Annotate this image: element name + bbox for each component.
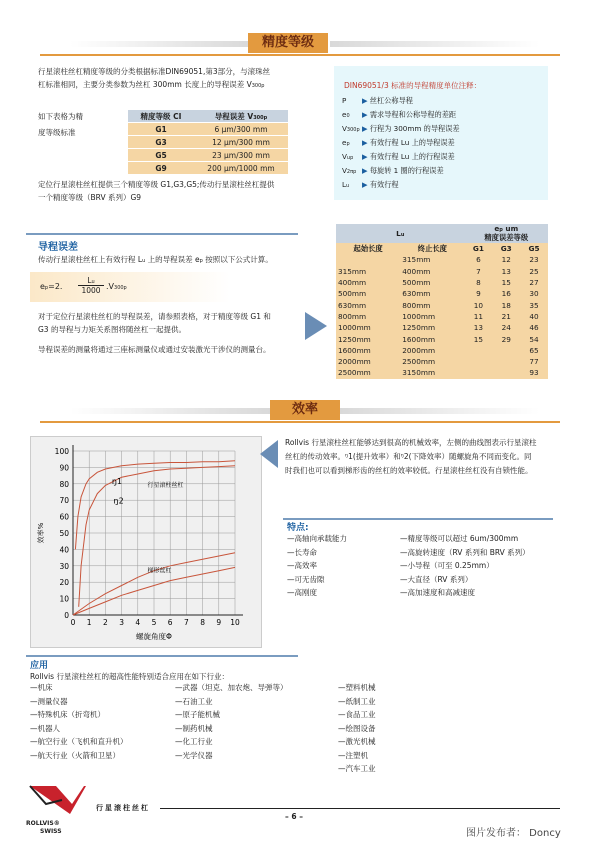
table-cell: 29 [492,333,520,344]
footer-rule [160,808,560,809]
table-cell: 40 [520,311,548,322]
grade-header: G3 [492,243,520,254]
lu-header: Lu [336,224,465,243]
formula-fraction: Lu 1000 [78,276,104,295]
efficiency-divider [40,421,560,423]
application-col-1 [30,681,128,762]
table-cell: 93 [520,367,548,378]
table-cell: 2000mm [400,345,464,356]
brand-name: ROLLVIS® [26,820,60,827]
y-tick-label: 30 [59,561,69,571]
x-tick-label: 7 [184,618,189,627]
list-item: —高加速度和高减速度 [400,588,475,597]
list-item: —武器（坦克、加农炮、导弹等） [175,683,288,692]
grade-header: G1 [465,243,493,254]
table-row [336,299,548,310]
list-item: —激光机械 [338,737,376,746]
arrow-icon: ▶ [362,180,368,189]
note-symbol: P [342,96,347,105]
table-cell: 16 [492,288,520,299]
note-symbol: Vup [342,152,354,161]
table-cell: 24 [492,322,520,333]
x-tick-label: 6 [167,618,173,627]
list-item: —小导程（可至 0.25mm） [400,561,494,570]
table-cell: 630mm [336,299,400,310]
table-cell: 18 [492,299,520,310]
table-cell: 21 [492,311,520,322]
features-divider [283,518,553,520]
precision-grade-table [128,110,288,175]
table-cell: 25 [520,266,548,277]
table-cell: 30 [520,288,548,299]
lead-error-table [336,224,548,379]
note-text: 丝杠公称导程 [367,96,413,105]
efficiency-chart [31,437,261,647]
efficiency-paragraph: Rollvis 行星滚柱丝杠能够达到很高的机械效率，左侧的曲线图表示行星滚柱 丝杠的传动效率。ᵑ1(提升效率）和ᵑ2(下降效率）随螺旋角不同而变化。同 时我们也可以看到梯形齿的丝杠的效率较低。行星滚柱丝杠没有自锁性能。 [285,438,537,475]
table-row [336,333,548,344]
x-tick-label: 1 [86,618,92,627]
table-cell: 8 [465,277,493,288]
note-text: 有效行程 Lu 上的行程误差 [367,152,455,161]
table-row [336,254,548,265]
y-tick-label: 60 [59,512,69,522]
list-item: —注塑机 [338,750,368,760]
series-line-0 [75,461,235,550]
lead-divider [26,233,298,235]
table-cell [465,367,493,378]
x-tick-label: 5 [151,618,157,627]
table-cell: 35 [520,299,548,310]
table-cell: 315mm [336,266,400,277]
note-item [342,152,455,162]
table-cell: 65 [520,345,548,356]
list-item: —机器人 [30,723,60,733]
application-col-3 [338,681,376,776]
list-item: —原子能机械 [175,710,220,719]
table-cell: 6 [465,254,493,265]
table-cell [492,345,520,356]
list-item: —测量仪器 [30,696,68,706]
table-row: G5 23 µm/300 mm [128,149,288,162]
note-item [342,166,444,176]
y-tick-label: 70 [59,496,69,506]
x-tick-label: 10 [230,618,240,627]
list-item: —制药机械 [175,723,213,733]
table-row [336,322,548,333]
table-row [336,356,548,367]
arrow-icon: ▶ [362,166,368,175]
notes-title: DIN69051/3 标准的导程精度单位注释： [344,81,482,90]
x-tick-label: 8 [200,618,205,627]
table-cell: 400mm [336,277,400,288]
y-tick-label: 40 [59,545,69,555]
formula-lhs: ep=2. [40,282,63,291]
y-tick-label: 50 [59,529,69,538]
col-lead-error: 导程误差 V300p [194,110,288,123]
table-cell: 77 [520,356,548,367]
table-row [336,288,548,299]
list-item: —石油工业 [175,696,213,706]
formula-rhs: .V300p [106,282,127,291]
intro-line-1: 行星滚柱丝杠精度等级的分类根据标准DIN69051,第3部分，与滚珠丝 [38,67,271,76]
precision-intro [38,65,308,93]
table-cell: 1600mm [336,345,400,356]
note-item [342,124,460,134]
intro-line-2: 杠标准相同，主要分类参数为丝杠 300mm 长度上的导程误差 V [38,80,252,89]
table-cell: 500mm [400,277,464,288]
table-cell: 11 [465,311,493,322]
precision-grade-paragraph [38,178,274,204]
table-cell [465,345,493,356]
table-cell: 315mm [400,254,464,265]
y-tick-label: 0 [64,611,69,620]
list-item: —长寿命 [287,547,317,557]
table-cell: 54 [520,333,548,344]
y-tick-label: 80 [59,479,69,489]
formula-box [30,272,230,302]
table-row: G1 6 µm/300 mm [128,123,288,136]
intro-line-2-sub: 300p [251,83,265,89]
table-row [336,266,548,277]
y-tick-label: 90 [59,463,69,473]
features-title: 特点: [287,523,309,533]
table-cell: 2500mm [400,356,464,367]
x-tick-label: 4 [135,618,141,627]
table-cell: 1250mm [400,322,464,333]
list-item: —高效率 [287,561,317,570]
application-intro: Rollvis 行星滚柱丝杠的超高性能特别适合应用在如下行业： [30,672,229,681]
caption-1: 如下表格为精 [38,112,83,121]
x-axis-label: 螺旋角度Φ [136,632,172,641]
application-divider [26,655,298,657]
table-cell: 2000mm [336,356,400,367]
table-cell: 400mm [400,266,464,277]
efficiency-section-header [0,400,600,422]
table-cell: 2500mm [336,367,400,378]
pointer-arrow-icon [305,312,327,340]
table-cell [492,356,520,367]
din-notes-box [334,66,548,200]
table-cell [336,254,400,265]
list-item: —化工行业 [175,737,213,746]
note-text: 行程为 300mm 的导程误差 [367,124,460,133]
note-item [342,180,399,190]
note-item [342,138,455,148]
table-cell: 13 [465,322,493,333]
table-cell: 1000mm [336,322,400,333]
y-tick-label: 10 [59,594,69,604]
note-symbol: Lu [342,180,350,189]
application-title: 应用 [30,661,49,671]
table-cell: 15 [465,333,493,344]
arrow-icon: ▶ [362,110,368,119]
table-cell: 7 [465,266,493,277]
note-symbol-sub: 0 [346,113,350,119]
list-item: —食品工业 [338,710,376,719]
table-cell: 15 [492,277,520,288]
application-col-2 [175,681,288,762]
footer-product: 行星滚柱丝杠 [96,804,150,812]
note-item [342,110,456,120]
list-item: —绘图设备 [338,723,376,733]
table-cell: 27 [520,277,548,288]
list-item: —光学仪器 [175,750,213,760]
x-tick-label: 3 [119,618,124,627]
y-tick-label: 20 [59,578,69,588]
grade-header: G5 [520,243,548,254]
note-text: 有效行程 Lu 上的导程误差 [367,138,455,147]
list-item: —汽车工业 [338,764,376,773]
table-cell: 1250mm [336,333,400,344]
note-symbol: e0 [342,110,350,119]
y-axis-label: 效率% [37,522,45,544]
chart-annotation: 梯形丝杠 [147,567,172,575]
list-item: —塑料机械 [338,683,376,692]
note-text: 有效行程 [367,180,399,189]
table-cell: 630mm [400,288,464,299]
table-row [336,311,548,322]
caption-2: 度等级标准 [38,128,76,137]
note-symbol: V300p [342,124,360,133]
note-text: 需求导程和公称导程的差距 [367,110,457,119]
lead-error-formula-intro: 传动行星滚柱丝杠上有效行程 Lu 上的导程误差 ep 按照以下公式计算。 [38,255,273,264]
table-row: G9 200 µm/1000 mm [128,162,288,175]
lead-error-paragraph: 对于定位行星滚柱丝杠的导程误差，请参照表格，对于精度等级 G1 和 G3 的导程与力矩关系图将随丝杠一起提供。 导程误差的测量将通过三座标测量仪或通过安装激光干涉仪的测量台。 [38,312,271,354]
chart-annotation: 行星滚柱丝杠 [147,482,184,490]
table-cell [465,356,493,367]
note-symbol-sub: 2πp [346,169,357,175]
list-item: —高刚度 [287,588,317,597]
table-cell: 500mm [336,288,400,299]
efficiency-chart-panel [30,436,262,648]
features-left [287,532,347,600]
note-symbol-sub: p [346,141,350,147]
arrow-icon: ▶ [362,124,368,133]
ep-header: ep um 精度误差等级 [465,224,548,243]
note-symbol-sub: u [346,183,350,189]
note-symbol: ep [342,138,350,147]
chart-annotation: ŋ2 [113,496,124,506]
table-row: G3 12 µm/300 mm [128,136,288,149]
precision-divider [40,54,560,56]
efficiency-title: 效率 [270,400,340,420]
table-row [336,277,548,288]
table-row [336,367,548,378]
lead-error-title: 导程误差 [38,242,78,253]
page-number: – 6 – [285,812,303,821]
pointer-left-arrow-icon [260,440,278,468]
arrow-icon: ▶ [362,96,368,105]
features-right [400,532,530,600]
para-line: 一个精度等级（BRV 系列）G9 [38,193,142,202]
list-item: —航天行业（火箭和卫星） [30,750,120,760]
table-row [336,345,548,356]
note-symbol-sub: up [346,155,354,161]
list-item: —航空行业（飞机和直升机） [30,737,128,746]
note-text: 每旋转 1 圈的行程误差 [367,166,444,175]
table-cell: 1600mm [400,333,464,344]
list-item: —精度等级可以超过 6um/300mm [400,534,519,543]
table-cell [492,367,520,378]
list-item: —大直径（RV 系列） [400,574,473,584]
table-cell: 800mm [400,299,464,310]
x-tick-label: 0 [70,618,76,627]
table-cell: 9 [465,288,493,299]
table-cell: 12 [492,254,520,265]
note-symbol: V2πp [342,166,357,175]
note-item [342,96,413,106]
x-tick-label: 9 [216,618,222,627]
precision-table-caption [38,109,83,141]
start-length-header: 起始长度 [336,243,400,254]
publisher-watermark: 图片发布者： Doncy [466,828,561,839]
col-grade: 精度等级 CI [128,110,194,123]
list-item: —高旋转速度（RV 系列和 BRV 系列） [400,547,530,557]
brand-sub: SWISS [40,828,62,835]
list-item: —纸制工业 [338,696,376,706]
x-tick-label: 2 [103,618,108,627]
list-item: —特殊机床（折弯机） [30,710,105,719]
chart-annotation: ŋ1 [111,476,123,486]
para-line: 定位行星滚柱丝杠提供三个精度等级 G1,G3,G5;传动行星滚柱丝杠提供 [38,180,275,189]
precision-title: 精度等级 [248,33,328,53]
table-cell: 3150mm [400,367,464,378]
y-tick-label: 100 [54,447,69,456]
arrow-icon: ▶ [362,152,368,161]
precision-section-header [0,33,600,55]
table-cell: 800mm [336,311,400,322]
note-symbol-sub: 300p [346,127,360,133]
end-length-header: 终止长度 [400,243,464,254]
list-item: —机床 [30,683,53,692]
list-item: —可无齿隙 [287,574,325,584]
table-cell: 1000mm [400,311,464,322]
table-cell: 23 [520,254,548,265]
arrow-icon: ▶ [362,138,368,147]
list-item: —高轴向承载能力 [287,534,347,543]
table-cell: 10 [465,299,493,310]
table-cell: 46 [520,322,548,333]
table-cell: 13 [492,266,520,277]
